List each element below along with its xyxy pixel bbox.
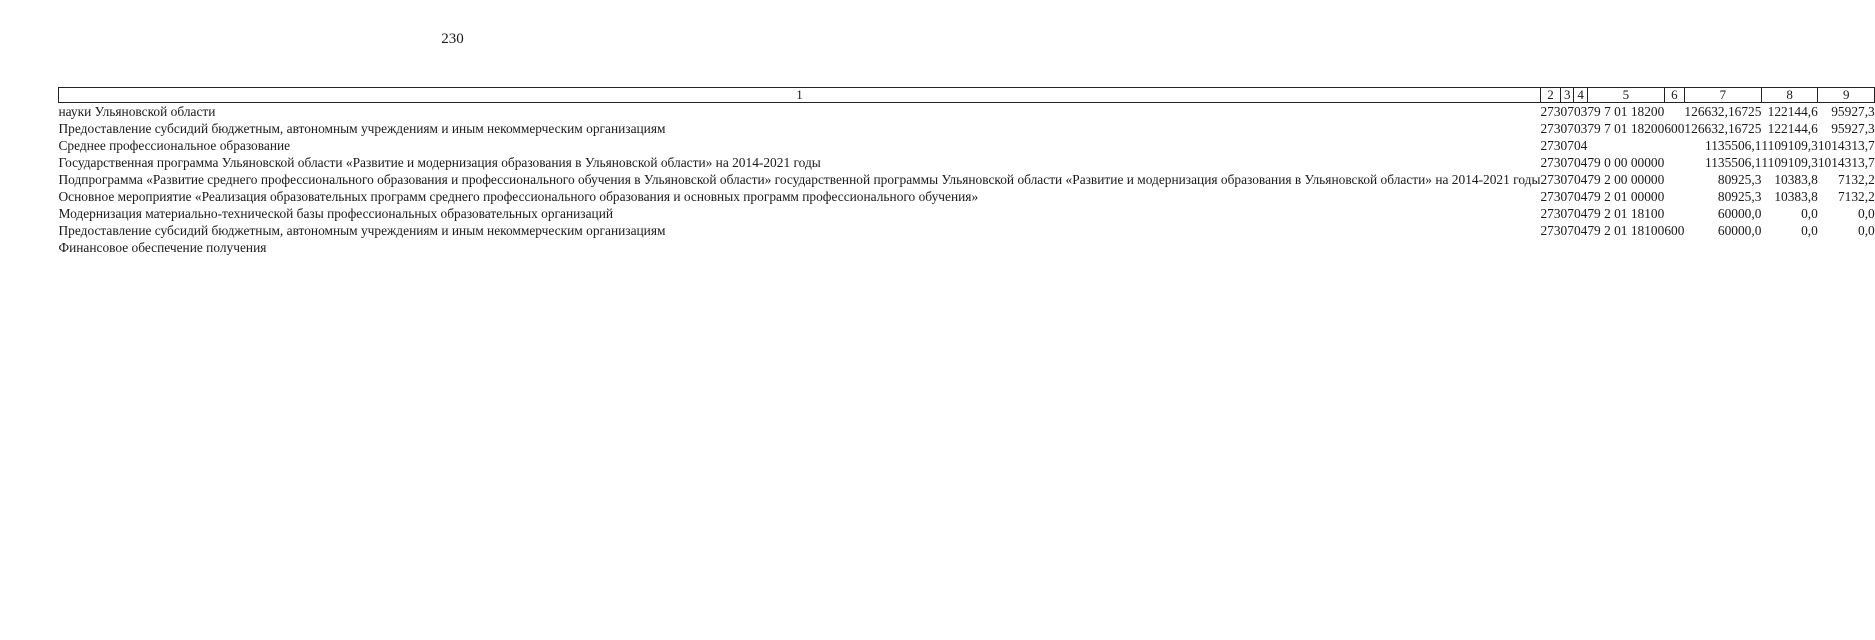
row-description: Предоставление субсидий бюджетным, автономным учреждениям и иным некоммерческим организациям bbox=[58, 223, 666, 238]
cell-amount-9: 0,0 bbox=[1858, 223, 1875, 238]
cell-target-article: 79 2 01 00000 bbox=[1587, 189, 1665, 204]
cell-amount-8: 122144,6 bbox=[1767, 104, 1818, 119]
col-header-4: 4 bbox=[1574, 88, 1587, 103]
cell-subsection: 04 bbox=[1573, 155, 1588, 170]
cell-expense-type bbox=[1664, 205, 1684, 222]
row-description: науки Ульяновской области bbox=[58, 104, 216, 119]
cell-amount-8: 0,0 bbox=[1801, 206, 1818, 221]
cell-target-article: 79 2 01 18100 bbox=[1587, 223, 1665, 238]
table-row bbox=[59, 103, 1875, 121]
table-row bbox=[59, 171, 1875, 188]
cell-subsection: 04 bbox=[1573, 138, 1588, 153]
cell-target-article: 79 0 00 00000 bbox=[1587, 155, 1665, 170]
row-description: Основное мероприятие «Реализация образовательных программ среднего профессионального образования и основных программ профессионального обучения» bbox=[58, 189, 979, 204]
cell-amount-7: 126632,16725 bbox=[1684, 121, 1762, 136]
row-description: Среднее профессиональное образование bbox=[58, 138, 291, 153]
cell-amount-8 bbox=[1761, 239, 1817, 256]
cell-amount-7: 1135506,1 bbox=[1705, 138, 1762, 153]
cell-amount-7: 126632,16725 bbox=[1684, 104, 1762, 119]
cell-subsection: 03 bbox=[1573, 121, 1588, 136]
header-row bbox=[59, 88, 1875, 103]
col-header-3: 3 bbox=[1561, 88, 1574, 103]
cell-amount-9: 0,0 bbox=[1858, 206, 1875, 221]
col-header-9: 9 bbox=[1818, 88, 1875, 103]
cell-subsection: 04 bbox=[1573, 223, 1588, 238]
cell-ministry: 273 bbox=[1540, 121, 1561, 136]
row-description: Подпрограмма «Развитие среднего профессионального образования и профессионального обучения в Ульяновской области» государственной программы Ульяновской области «Развитие и модернизация образования в Ульяновской области» на 2014-2021 годы bbox=[58, 172, 1541, 187]
cell-expense-type bbox=[1664, 103, 1684, 121]
cell-section bbox=[1561, 239, 1574, 256]
cell-amount-8: 1109109,3 bbox=[1761, 138, 1818, 153]
cell-amount-9: 95927,3 bbox=[1831, 104, 1875, 119]
col-header-8: 8 bbox=[1761, 88, 1817, 103]
cell-amount-8: 10383,8 bbox=[1774, 172, 1818, 187]
cell-amount-9: 7132,2 bbox=[1837, 189, 1875, 204]
cell-amount-9: 95927,3 bbox=[1831, 121, 1875, 136]
cell-section: 07 bbox=[1560, 138, 1574, 153]
col-header-5: 5 bbox=[1587, 88, 1664, 103]
cell-subsection: 04 bbox=[1573, 189, 1588, 204]
cell-ministry: 273 bbox=[1540, 172, 1561, 187]
cell-section: 07 bbox=[1560, 155, 1574, 170]
col-header-6: 6 bbox=[1664, 88, 1684, 103]
col-header-7: 7 bbox=[1684, 88, 1761, 103]
table-row bbox=[59, 120, 1875, 137]
row-description: Предоставление субсидий бюджетным, автономным учреждениям и иным некоммерческим организациям bbox=[58, 121, 666, 136]
cell-expense-type bbox=[1664, 188, 1684, 205]
cell-amount-7: 80925,3 bbox=[1717, 172, 1762, 187]
cell-section: 07 bbox=[1560, 206, 1574, 221]
cell-amount-7: 80925,3 bbox=[1717, 189, 1762, 204]
cell-ministry: 273 bbox=[1540, 104, 1561, 119]
cell-subsection: 04 bbox=[1573, 206, 1588, 221]
cell-target-article: 79 7 01 18200 bbox=[1587, 104, 1665, 119]
cell-expense-type bbox=[1664, 171, 1684, 188]
cell-amount-9: 1014313,7 bbox=[1817, 138, 1875, 153]
cell-ministry: 273 bbox=[1540, 155, 1561, 170]
cell-section: 07 bbox=[1560, 223, 1574, 238]
cell-amount-8: 10383,8 bbox=[1774, 189, 1818, 204]
table-row bbox=[59, 188, 1875, 205]
cell-section: 07 bbox=[1560, 172, 1574, 187]
cell-ministry: 273 bbox=[1540, 206, 1561, 221]
cell-amount-8: 0,0 bbox=[1801, 223, 1818, 238]
cell-subsection bbox=[1574, 239, 1587, 256]
cell-expense-type: 600 bbox=[1664, 121, 1685, 136]
cell-target-article: 79 2 00 00000 bbox=[1587, 172, 1665, 187]
cell-target-article bbox=[1587, 137, 1664, 154]
cell-subsection: 03 bbox=[1573, 104, 1588, 119]
row-description: Государственная программа Ульяновской области «Развитие и модернизация образования в Ульяновской области» на 2014-2021 годы bbox=[58, 155, 821, 170]
cell-expense-type: 600 bbox=[1664, 223, 1685, 238]
cell-ministry: 273 bbox=[1540, 223, 1561, 238]
table-row bbox=[59, 239, 1875, 256]
cell-ministry bbox=[1540, 239, 1560, 256]
budget-table bbox=[58, 87, 1875, 256]
table-row bbox=[59, 222, 1875, 239]
cell-target-article: 79 2 01 18100 bbox=[1587, 206, 1665, 221]
cell-target-article bbox=[1587, 239, 1664, 256]
cell-expense-type bbox=[1664, 154, 1684, 171]
cell-target-article: 79 7 01 18200 bbox=[1587, 121, 1665, 136]
cell-section: 07 bbox=[1560, 104, 1574, 119]
cell-amount-7: 1135506,1 bbox=[1705, 155, 1762, 170]
col-header-2: 2 bbox=[1540, 88, 1560, 103]
cell-amount-9 bbox=[1818, 239, 1875, 256]
cell-ministry: 273 bbox=[1540, 138, 1561, 153]
cell-expense-type bbox=[1664, 137, 1684, 154]
table-row bbox=[59, 154, 1875, 171]
row-description: Модернизация материально-технической базы профессиональных образовательных организаций bbox=[58, 206, 614, 221]
cell-amount-8: 1109109,3 bbox=[1761, 155, 1818, 170]
col-header-1: 1 bbox=[59, 88, 1541, 103]
table-row bbox=[59, 205, 1875, 222]
cell-ministry: 273 bbox=[1540, 189, 1561, 204]
table-row bbox=[59, 137, 1875, 154]
cell-amount-7: 60000,0 bbox=[1717, 206, 1762, 221]
cell-section: 07 bbox=[1560, 189, 1574, 204]
cell-amount-8: 122144,6 bbox=[1767, 121, 1818, 136]
row-description: Финансовое обеспечение получения bbox=[58, 240, 267, 255]
cell-amount-7 bbox=[1684, 239, 1761, 256]
cell-amount-7: 60000,0 bbox=[1717, 223, 1762, 238]
cell-section: 07 bbox=[1560, 121, 1574, 136]
cell-amount-9: 7132,2 bbox=[1837, 172, 1875, 187]
page-number: 230 bbox=[441, 31, 464, 47]
cell-subsection: 04 bbox=[1573, 172, 1588, 187]
cell-expense-type bbox=[1664, 239, 1684, 256]
cell-amount-9: 1014313,7 bbox=[1817, 155, 1875, 170]
